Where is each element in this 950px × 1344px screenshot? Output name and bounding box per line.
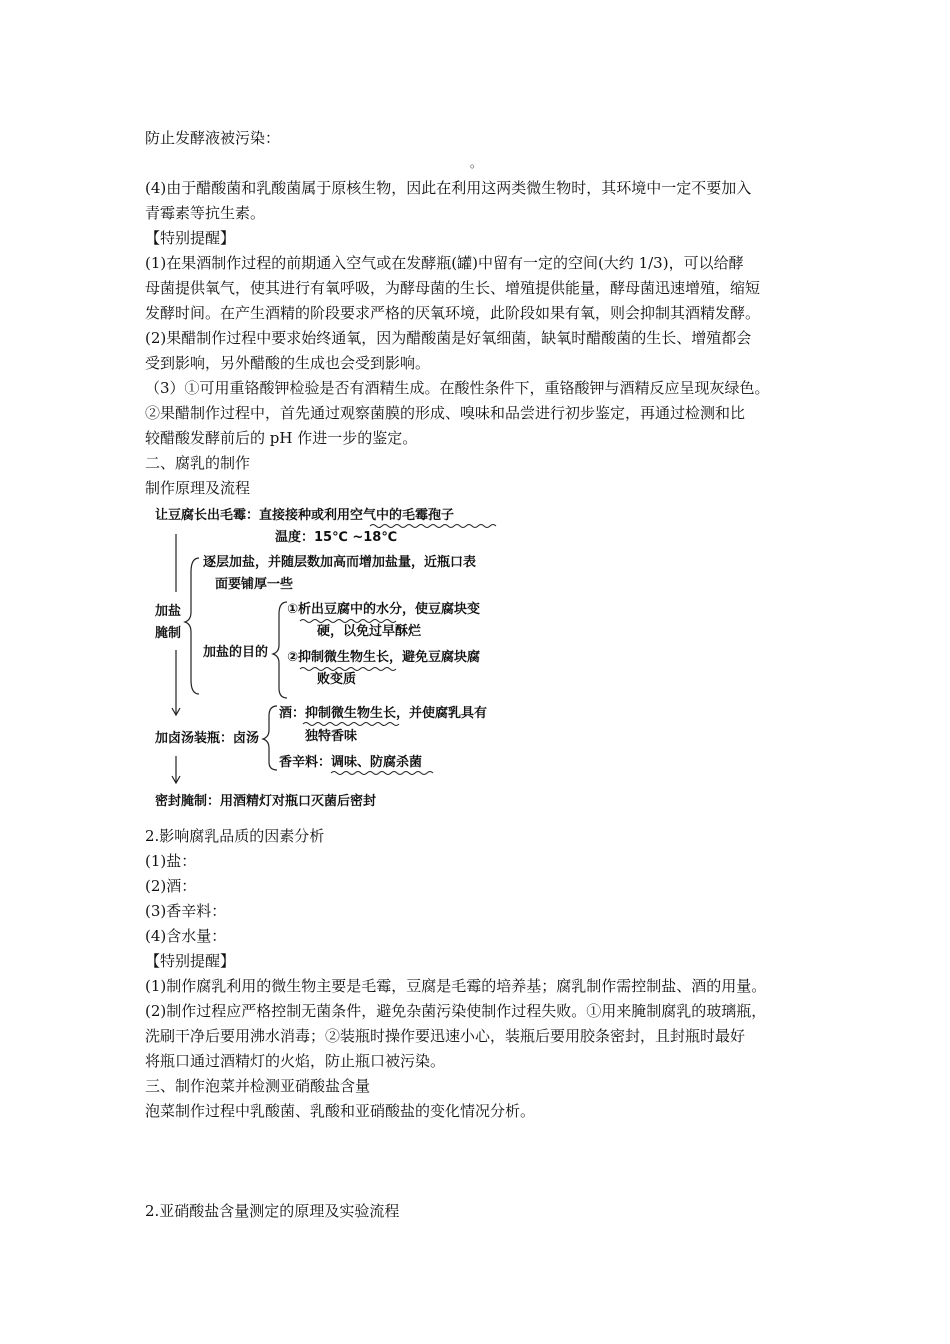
brine-wine: 独特香味 bbox=[305, 729, 358, 744]
text-line: (1)盐： bbox=[145, 852, 197, 870]
flow-diagram bbox=[145, 500, 525, 820]
text-line: (3)香辛料： bbox=[145, 902, 227, 920]
step-salting: 腌制 bbox=[155, 626, 182, 641]
text-line: 洗刷干净后要用沸水消毒；②装瓶时操作要迅速小心，装瓶后要用胶条密封，且封瓶时最好 bbox=[145, 1027, 746, 1045]
text-line: ②果醋制作过程中，首先通过观察菌膜的形成、嗅味和品尝进行初步鉴定，再通过检测和比 bbox=[145, 404, 746, 422]
text-line: 泡菜制作过程中乳酸菌、乳酸和亚硝酸盐的变化情况分析。 bbox=[145, 1102, 536, 1120]
subsection-heading: 制作原理及流程 bbox=[145, 479, 251, 497]
salt-method: 面要铺厚一些 bbox=[215, 577, 294, 592]
text-line: (4)由于醋酸菌和乳酸菌属于原核生物，因此在利用这两类微生物时，其环境中一定不要加入 bbox=[145, 179, 752, 197]
salt-method: 逐层加盐，并随层数加高而增加盐量，近瓶口表 bbox=[203, 555, 477, 570]
section-heading: 二、腐乳的制作 bbox=[145, 454, 251, 472]
text-line: 将瓶口通过酒精灯的火焰，防止瓶口被污染。 bbox=[145, 1052, 446, 1070]
subsection-heading: 2.亚硝酸盐含量测定的原理及实验流程 bbox=[145, 1202, 400, 1220]
text-line: 受到影响，另外醋酸的生成也会受到影响。 bbox=[145, 354, 431, 372]
text-line: （3）①可用重铬酸钾检验是否有酒精生成。在酸性条件下，重铬酸钾与酒精反应呈现灰绿色。 bbox=[145, 379, 770, 397]
brine-spice: 香辛料：调味、防腐杀菌 bbox=[279, 755, 423, 770]
salt-purpose-label: 加盐的目的 bbox=[203, 645, 269, 660]
stray-mark: 。 bbox=[470, 156, 483, 170]
text-line: 防止发酵液被污染： bbox=[145, 129, 281, 147]
step-salting: 加盐 bbox=[155, 604, 182, 619]
section-heading: 【特别提醒】 bbox=[145, 952, 236, 970]
text-line: 发酵时间。在产生酒精的阶段要求严格的厌氧环境，此阶段如果有氧，则会抑制其酒精发酵。 bbox=[145, 304, 761, 322]
salt-purpose-item: 败变质 bbox=[317, 672, 357, 687]
step-grow-mold: 让豆腐长出毛霉：直接接种或利用空气中的毛霉孢子 bbox=[155, 508, 455, 523]
text-line: (1)在果酒制作过程的前期通入空气或在发酵瓶(罐)中留有一定的空间(大约 1/3)，可以给酵 bbox=[145, 254, 744, 272]
text-line: (2)酒： bbox=[145, 877, 197, 895]
salt-purpose-item: ②抑制微生物生长，避免豆腐块腐 bbox=[287, 650, 481, 665]
section-heading: 三、制作泡菜并检测亚硝酸盐含量 bbox=[145, 1077, 371, 1095]
text-line: (4)含水量： bbox=[145, 927, 227, 945]
step-seal: 密封腌制：用酒精灯对瓶口灭菌后密封 bbox=[155, 794, 377, 809]
text-line: (2)果醋制作过程中要求始终通氧，因为醋酸菌是好氧细菌，缺氧时醋酸菌的生长、增殖都会 bbox=[145, 329, 752, 347]
text-line: 较醋酸发酵前后的 pH 作进一步的鉴定。 bbox=[145, 429, 418, 447]
text-line: (1)制作腐乳利用的微生物主要是毛霉，豆腐是毛霉的培养基；腐乳制作需控制盐、酒的用量。 bbox=[145, 977, 767, 995]
text-line: 母菌提供氧气，使其进行有氧呼吸，为酵母菌的生长、增殖提供能量，酵母菌迅速增殖，缩短 bbox=[145, 279, 761, 297]
salt-purpose-item: ①析出豆腐中的水分，使豆腐块变 bbox=[287, 602, 481, 617]
section-heading: 【特别提醒】 bbox=[145, 229, 236, 247]
brine-wine: 酒：抑制微生物生长，并使腐乳具有 bbox=[279, 706, 488, 721]
text-line: 青霉素等抗生素。 bbox=[145, 204, 266, 222]
step-brine: 加卤汤装瓶：卤汤 bbox=[155, 731, 260, 746]
temperature-label: 温度：15℃ ~18℃ bbox=[275, 530, 398, 545]
text-line: (2)制作过程应严格控制无菌条件，避免杂菌污染使制作过程失败。①用来腌制腐乳的玻璃瓶， bbox=[145, 1002, 767, 1020]
salt-purpose-item: 硬，以免过早酥烂 bbox=[317, 624, 422, 639]
subsection-heading: 2.影响腐乳品质的因素分析 bbox=[145, 827, 325, 845]
